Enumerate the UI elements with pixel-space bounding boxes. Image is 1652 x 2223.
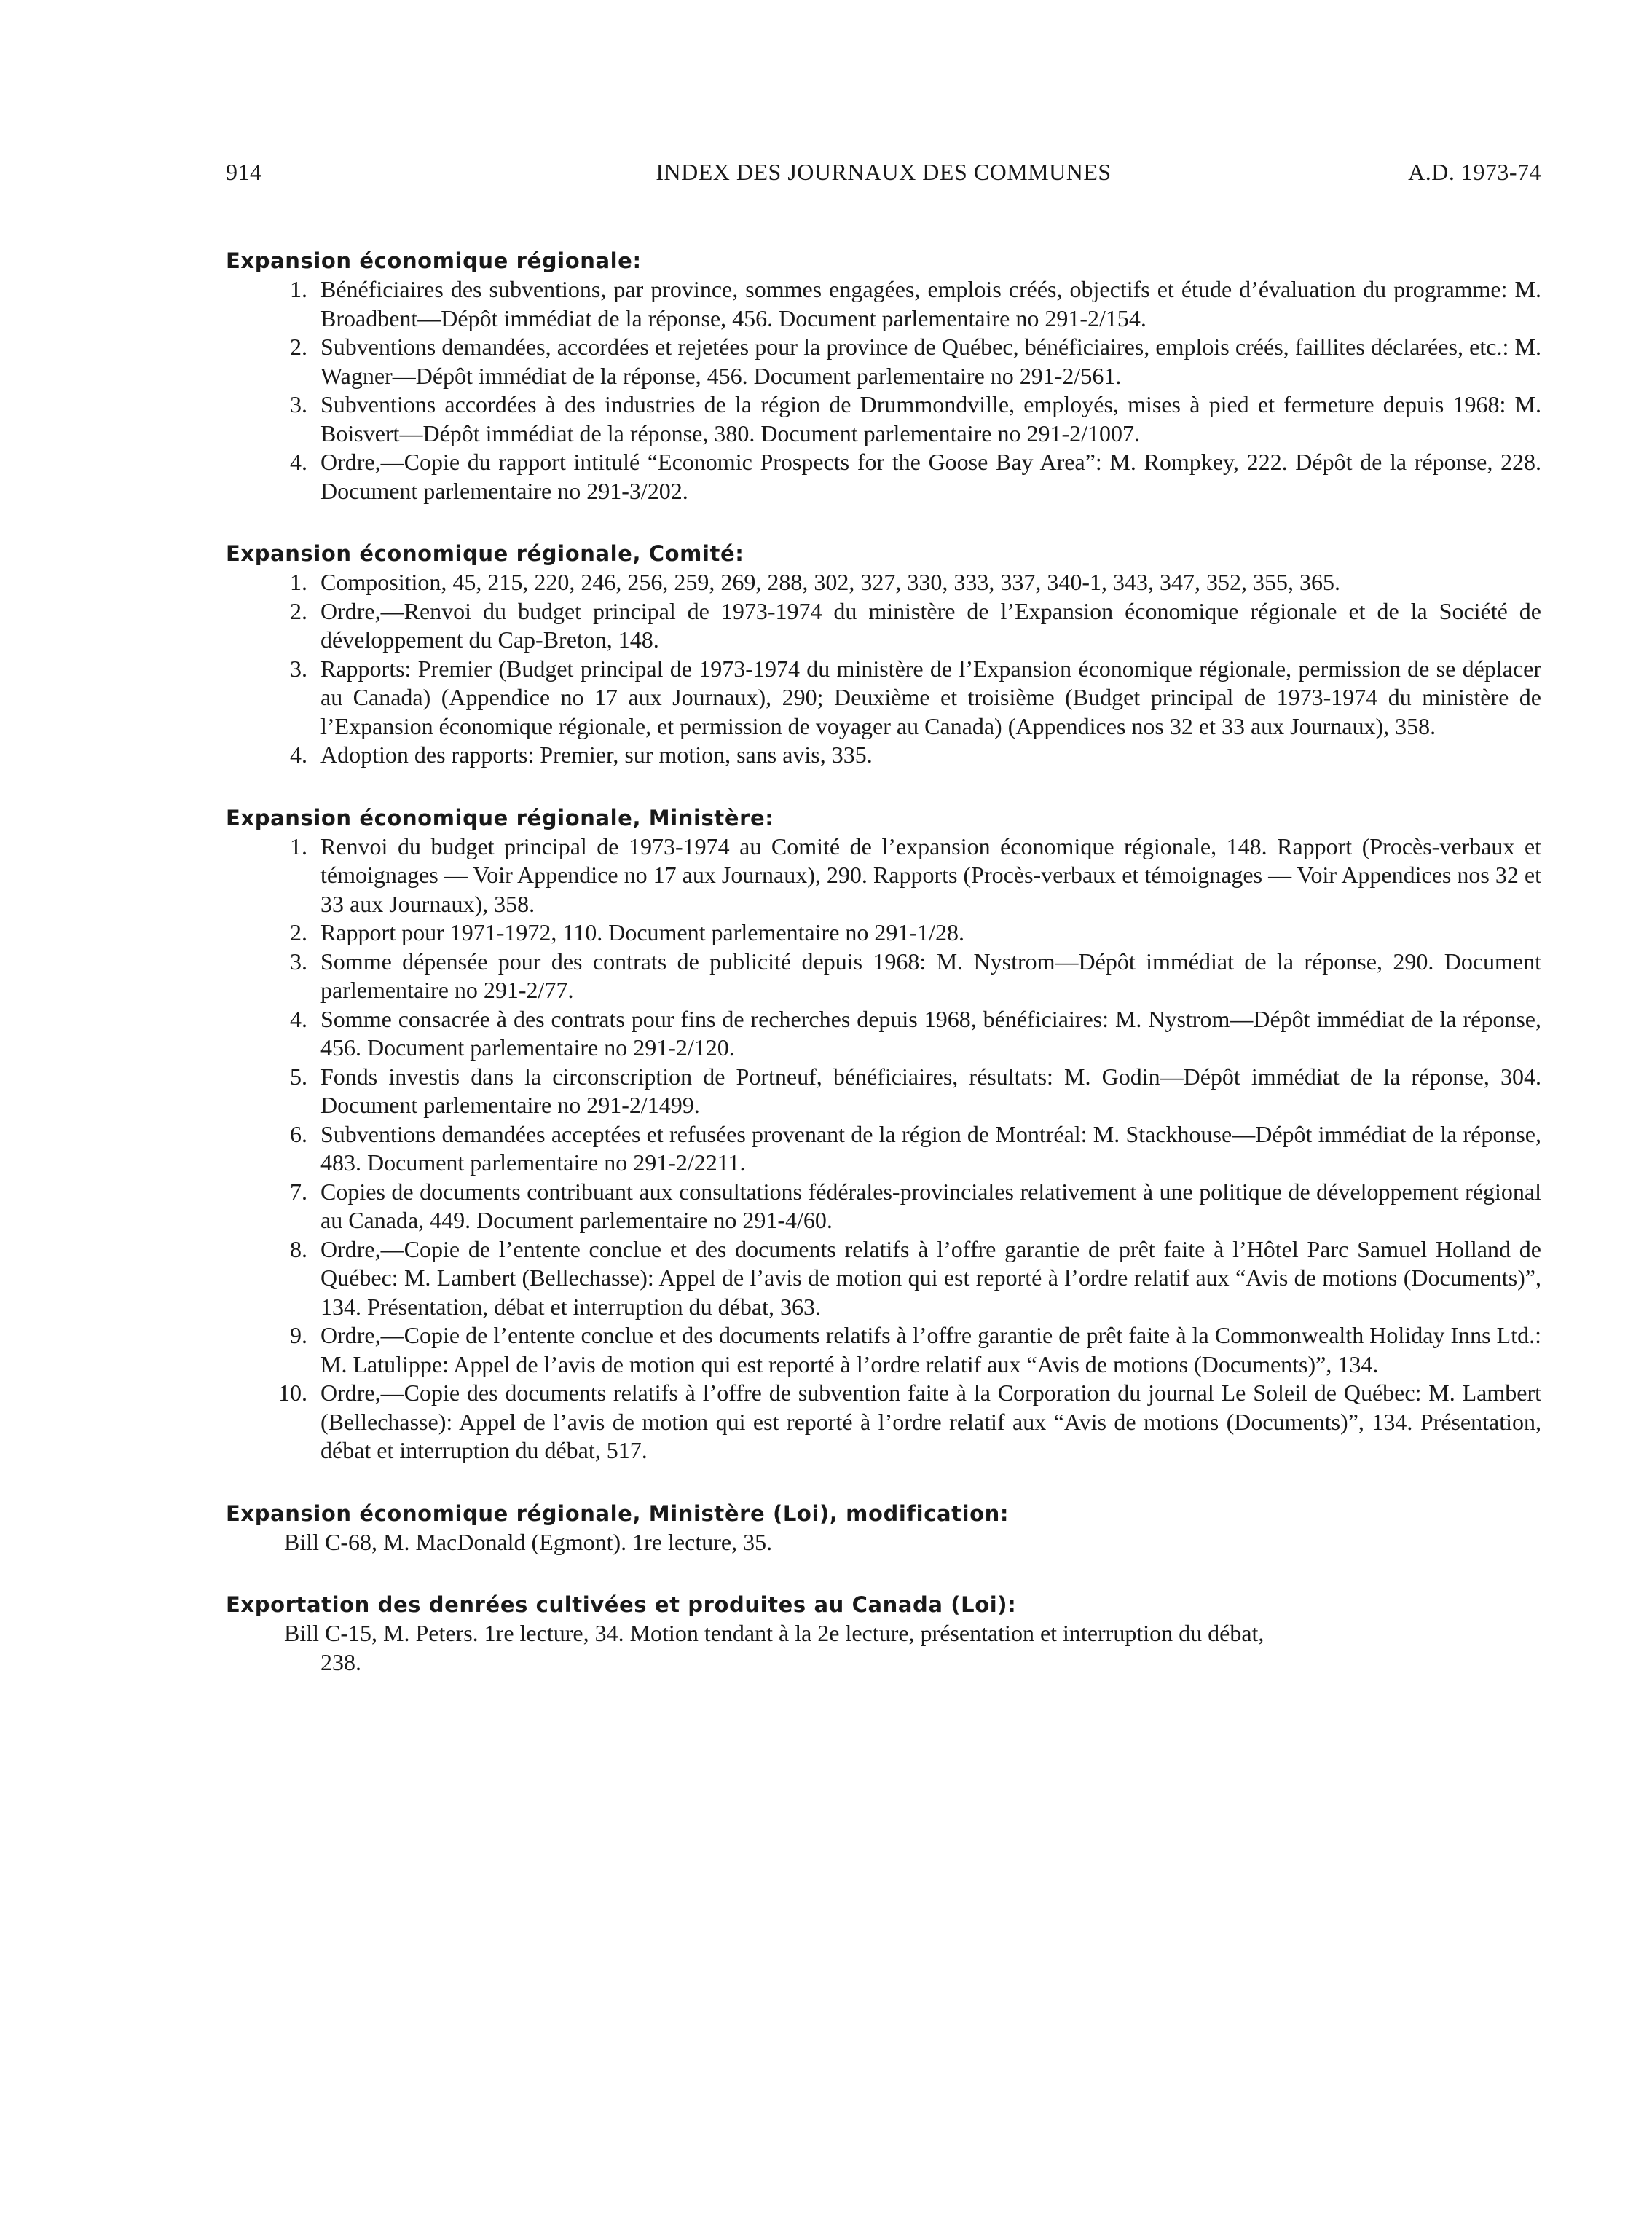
- entry-text: Composition, 45, 215, 220, 246, 256, 259, 269, 288, 302, 327, 330, 333, 337, 340-1, 343, 347, 352, 355, 365.: [320, 569, 1341, 595]
- entry-number: 3.: [290, 948, 307, 975]
- entry-text: Ordre,—Copie de l’entente conclue et des documents relatifs à l’offre garantie de prêt faite à la Commonwealth Holiday Inns Ltd.: M. Latulippe: Appel de l’avis de motion qui est reporté à l’ordre relatif aux “Avis de motions (Documents)”, 134.: [320, 1322, 1541, 1377]
- entry-text: Ordre,—Copie du rapport intitulé “Economic Prospects for the Goose Bay Area”: M. Rompkey, 222. Dépôt de la réponse, 228. Document parlementaire no 291-3/202.: [320, 449, 1541, 504]
- index-section: [226, 803, 1541, 1465]
- index-entry: [226, 1178, 1541, 1235]
- section-title: Expansion économique régionale, Ministère:: [226, 805, 774, 830]
- entry-number: 4.: [290, 1005, 307, 1032]
- entry-number: 9.: [290, 1322, 307, 1348]
- section-title: Expansion économique régionale:: [226, 248, 642, 273]
- entry-number: 3.: [290, 655, 307, 682]
- entry-text: Subventions demandées acceptées et refusées provenant de la région de Montréal: M. Stackhouse—Dépôt immédiat de la réponse, 483. Document parlementaire no 291-2/2211.: [320, 1120, 1541, 1176]
- index-entry: [226, 741, 1541, 770]
- index-entry: [226, 333, 1541, 390]
- entry-text: Somme consacrée à des contrats pour fins de recherches depuis 1968, bénéficiaires: M. Nystrom—Dépôt immédiat de la réponse, 456. Document parlementaire no 291-2/120.: [320, 1005, 1541, 1061]
- entry-text: Bill C-15, M. Peters. 1re lecture, 34. Motion tendant à la 2e lecture, présentation et interruption du débat,: [284, 1620, 1264, 1646]
- entry-text: Copies de documents contribuant aux consultations fédérales-provinciales relativement à une politique de développement régional au Canada, 449. Document parlementaire no 291-4/60.: [320, 1178, 1541, 1233]
- index-section: [226, 246, 1541, 505]
- index-entry: [226, 597, 1541, 655]
- index-entry: [226, 1619, 1541, 1677]
- entry-text: Renvoi du budget principal de 1973-1974 au Comité de l’expansion économique régionale, 148. Rapport (Procès-verbaux et témoignages — Voir Appendice no 17 aux Journaux), 290. Rapports (Procès-verbaux et témoignages — Voir Appendices nos 32 et 33 aux Journaux), 358.: [320, 833, 1541, 917]
- entry-number: 7.: [290, 1178, 307, 1205]
- index-entry: [226, 568, 1541, 597]
- index-entry: [226, 948, 1541, 1005]
- section-title: Expansion économique régionale, Comité:: [226, 541, 744, 566]
- entry-number: 4.: [290, 741, 307, 768]
- entry-text: Rapport pour 1971-1972, 110. Document parlementaire no 291-1/28.: [320, 919, 964, 945]
- entry-text: Adoption des rapports: Premier, sur motion, sans avis, 335.: [320, 741, 873, 768]
- section-title: Expansion économique régionale, Ministère (Loi), modification:: [226, 1500, 1010, 1526]
- entry-text: Subventions demandées, accordées et rejetées pour la province de Québec, bénéficiaires, emplois créés, faillites déclarées, etc.: M. Wagner—Dépôt immédiat de la réponse, 456. Document parlementaire no 291-2/561.: [320, 334, 1541, 389]
- entry-list: [226, 275, 1541, 505]
- entry-number: 8.: [290, 1235, 307, 1262]
- index-entry: [226, 1120, 1541, 1178]
- page-header: [226, 159, 1541, 191]
- index-content: [226, 246, 1541, 1710]
- index-entry: [226, 275, 1541, 333]
- index-entry: [226, 390, 1541, 448]
- entry-text: Ordre,—Renvoi du budget principal de 1973-1974 du ministère de l’Expansion économique régionale et de la Société de développement du Cap-Breton, 148.: [320, 597, 1541, 653]
- entry-number: 4.: [290, 449, 307, 475]
- entry-text: Fonds investis dans la circonscription de Portneuf, bénéficiaires, résultats: M. Godin—Dépôt immédiat de la réponse, 304. Document parlementaire no 291-2/1499.: [320, 1063, 1541, 1118]
- index-section: [226, 1590, 1541, 1677]
- entry-text: Bénéficiaires des subventions, par province, sommes engagées, emplois créés, objectifs et étude d’évaluation du programme: M. Broadbent—Dépôt immédiat de la réponse, 456. Document parlementaire no 291-2/154.: [320, 276, 1541, 331]
- entry-number: 1.: [290, 569, 307, 595]
- entry-text: Ordre,—Copie des documents relatifs à l’offre de subvention faite à la Corporation du journal Le Soleil de Québec: M. Lambert (Bellechasse): Appel de l’avis de motion qui est reporté à l’ordre relatif aux “Avis de motions (Documents)”, 134. Présentation, débat et interruption du débat, 517.: [320, 1380, 1541, 1463]
- entry-number: 2.: [290, 919, 307, 945]
- index-section: [226, 539, 1541, 770]
- index-entry: [226, 1528, 1541, 1557]
- entry-number: 3.: [290, 391, 307, 417]
- index-entry: [226, 448, 1541, 505]
- section-title: Exportation des denrées cultivées et produites au Canada (Loi):: [226, 1592, 1017, 1617]
- index-entry: [226, 1379, 1541, 1465]
- entry-text: Somme dépensée pour des contrats de publicité depuis 1968: M. Nystrom—Dépôt immédiat de la réponse, 290. Document parlementaire no 291-2/77.: [320, 948, 1541, 1003]
- entry-text: Rapports: Premier (Budget principal de 1973-1974 du ministère de l’Expansion économique régionale, permission de se déplacer au Canada) (Appendice no 17 aux Journaux), 290; Deuxième et troisième (Budget principal de 1973-1974 du ministère de l’Expansion économique régionale, et permission de voyager au Canada) (Appendices nos 32 et 33 aux Journaux), 358.: [320, 655, 1541, 739]
- entry-number: 2.: [290, 334, 307, 360]
- index-section: [226, 1499, 1541, 1557]
- index-entry: [226, 918, 1541, 948]
- entry-list: [226, 568, 1541, 770]
- running-title: INDEX DES JOURNAUX DES COMMUNES: [656, 159, 1112, 185]
- entry-text: Ordre,—Copie de l’entente conclue et des documents relatifs à l’offre garantie de prêt faite à l’Hôtel Parc Samuel Holland de Québec: M. Lambert (Bellechasse): Appel de l’avis de motion qui est reporté à l’ordre relatif aux “Avis de motions (Documents)”, 134. Présentation, débat et interruption du débat, 363.: [320, 1235, 1541, 1320]
- entry-number: 6.: [290, 1120, 307, 1147]
- entry-text: Subventions accordées à des industries de la région de Drummondville, employés, mises à pied et fermeture depuis 1968: M. Boisvert—Dépôt immédiat de la réponse, 380. Document parlementaire no 291-2/1007.: [320, 391, 1541, 446]
- entry-number: 1.: [290, 833, 307, 859]
- entry-number: 1.: [290, 276, 307, 302]
- entry-text-continuation: 238.: [320, 1648, 361, 1675]
- entry-number: 5.: [290, 1063, 307, 1090]
- index-entry: [226, 1235, 1541, 1322]
- index-entry: [226, 1005, 1541, 1063]
- running-year: A.D. 1973-74: [1408, 159, 1541, 185]
- page-number: 914: [226, 159, 262, 185]
- index-entry: [226, 1321, 1541, 1379]
- index-entry: [226, 833, 1541, 919]
- entry-list: [226, 833, 1541, 1465]
- entry-number: 10.: [278, 1380, 307, 1406]
- index-entry: [226, 655, 1541, 741]
- entry-text: Bill C-68, M. MacDonald (Egmont). 1re lecture, 35.: [284, 1528, 773, 1555]
- entry-number: 2.: [290, 597, 307, 624]
- index-entry: [226, 1063, 1541, 1120]
